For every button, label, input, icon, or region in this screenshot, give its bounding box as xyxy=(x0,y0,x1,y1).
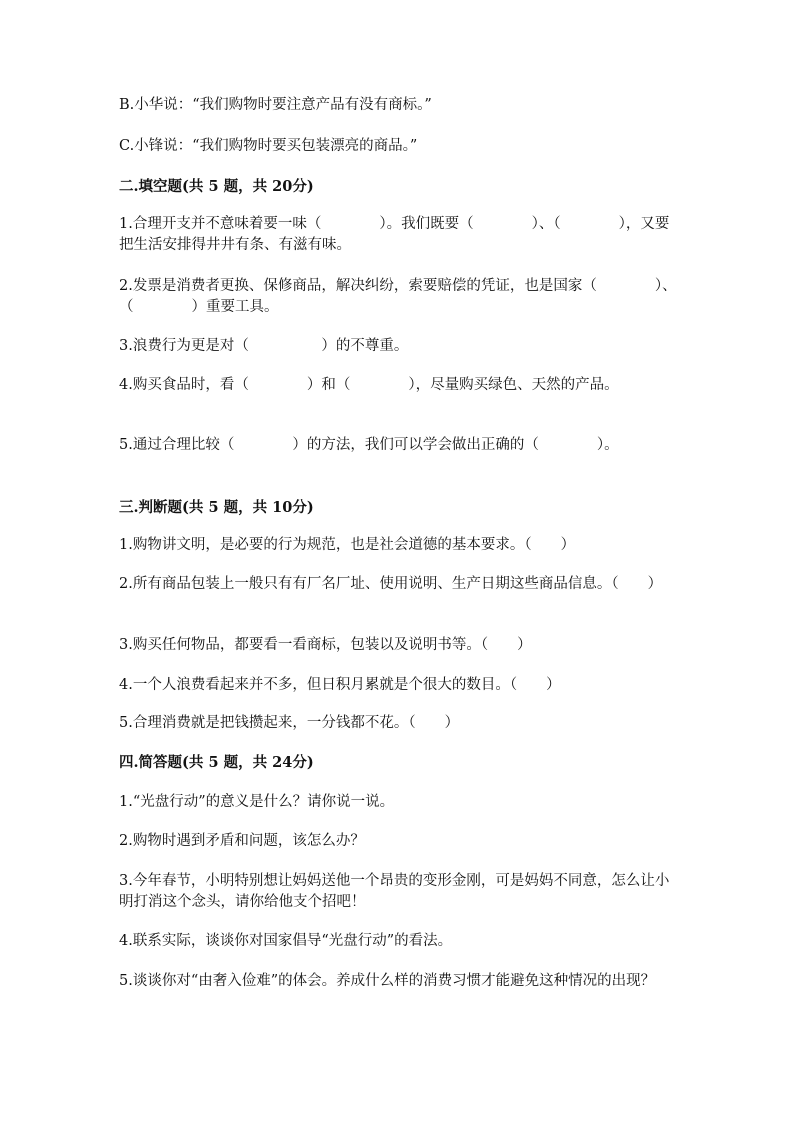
option-b: B.小华说：“我们购物时要注意产品有没有商标。” xyxy=(119,97,432,113)
short-answer-question-5: 5.谈谈你对“由奢入俭难”的体会。养成什么样的消费习惯才能避免这种情况的出现？ xyxy=(119,973,656,989)
fill-blank-question-4: 4.购买食品时，看（ ）和（ ），尽量购买绿色、天然的产品。 xyxy=(119,377,619,393)
true-false-question-1: 1.购物讲文明，是必要的行为规范，也是社会道德的基本要求。（ ） xyxy=(119,537,576,553)
fill-blank-question-3: 3.浪费行为更是对（ ）的不尊重。 xyxy=(119,338,409,354)
section-title-fill-blank: 二.填空题(共 5 题，共 20分) xyxy=(119,178,314,195)
short-answer-question-4: 4.联系实际，谈谈你对国家倡导“光盘行动”的看法。 xyxy=(119,933,453,949)
fill-blank-question-5: 5.通过合理比较（ ）的方法，我们可以学会做出正确的（ ）。 xyxy=(119,437,619,453)
true-false-question-5: 5.合理消费就是把钱攒起来，一分钱都不花。（ ） xyxy=(119,715,460,731)
fill-blank-question-2: 2.发票是消费者更换、保修商品，解决纠纷，索要赔偿的凭证，也是国家（ ）、（ ）重要工具。 xyxy=(119,278,677,315)
fill-blank-question-1: 1.合理开支并不意味着要一味（ ）。我们既要（ ）、（ ），又要把生活安排得井井有条、有滋有味。 xyxy=(119,216,670,253)
true-false-question-3: 3.购买任何物品，都要看一看商标，包装以及说明书等。（ ） xyxy=(119,637,532,653)
option-c: C.小锋说：“我们购物时要买包装漂亮的商品。” xyxy=(119,138,418,154)
short-answer-question-3: 3.今年春节，小明特别想让妈妈送他一个昂贵的变形金刚，可是妈妈不同意，怎么让小明打消这个念头，请你给他支个招吧！ xyxy=(119,873,670,910)
short-answer-question-2: 2.购物时遇到矛盾和问题，该怎么办？ xyxy=(119,833,365,849)
true-false-question-4: 4.一个人浪费看起来并不多，但日积月累就是个很大的数目。（ ） xyxy=(119,677,561,693)
section-title-true-false: 三.判断题(共 5 题，共 10分) xyxy=(119,499,314,516)
short-answer-question-1: 1.“光盘行动”的意义是什么？请你说一说。 xyxy=(119,794,395,810)
true-false-question-2: 2.所有商品包装上一般只有有厂名厂址、使用说明、生产日期这些商品信息。（ ） xyxy=(119,576,663,592)
section-title-short-answer: 四.简答题(共 5 题，共 24分) xyxy=(119,754,314,771)
